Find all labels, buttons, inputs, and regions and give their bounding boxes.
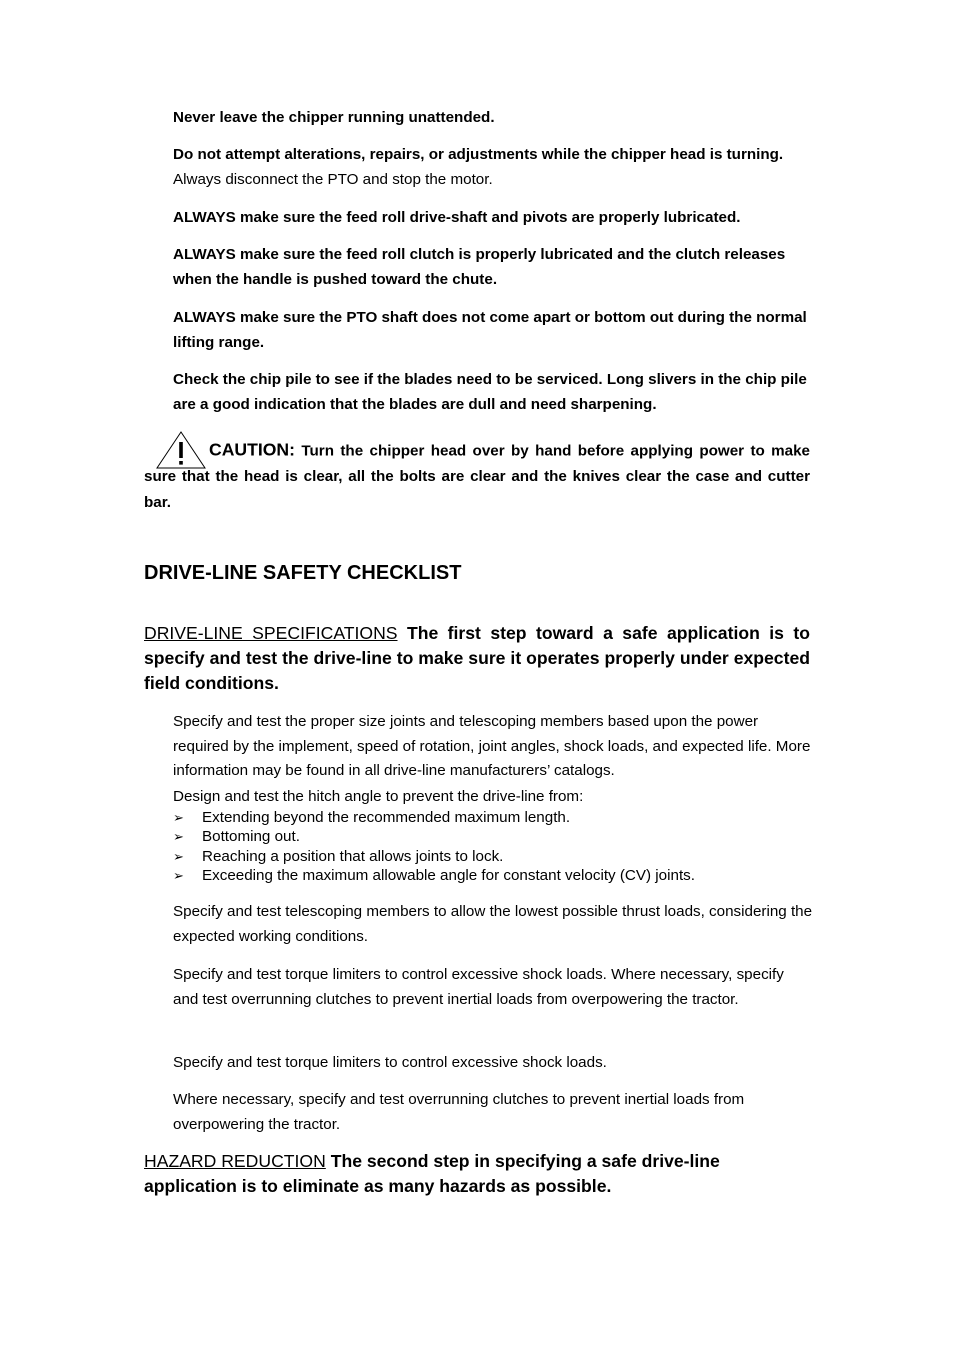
- specs-paragraph-hitch: Design and test the hitch angle to prevent the drive-line from:: [173, 788, 584, 805]
- list-item: ➢ Reaching a position that allows joints to lock.: [173, 847, 504, 865]
- hazard-heading: HAZARD REDUCTION: [144, 1151, 326, 1171]
- safety-item-lubrication: ALWAYS make sure the feed roll drive-shaft and pivots are properly lubricated.: [173, 209, 741, 226]
- specs-heading: DRIVE-LINE SPECIFICATIONS: [144, 623, 398, 643]
- caution-label: CAUTION:: [209, 439, 296, 460]
- specs-paragraph-torque-clutches: Specify and test torque limiters to control excessive shock loads. Where necessary, specify and test overrunning clutches to prevent inertial loads from overpowering the tractor.: [173, 966, 784, 1008]
- specs-lead: [144, 621, 810, 696]
- safety-item-alterations-bold: Do not attempt alterations, repairs, or adjustments while the chipper head is turning.: [173, 146, 784, 163]
- safety-item-alterations-normal: Always disconnect the PTO and stop the motor.: [173, 170, 493, 188]
- specs-paragraph-torque: Specify and test torque limiters to control excessive shock loads.: [173, 1054, 607, 1071]
- section-title: DRIVE-LINE SAFETY CHECKLIST: [144, 562, 462, 584]
- caution-text: Turn the chipper head over by hand before applying power to make sure that the head is clear, all the bolts are clear and the knives clear the case and cutter bar.: [144, 442, 810, 511]
- safety-item-unattended: Never leave the chipper running unattended.: [173, 109, 495, 126]
- specs-paragraph-clutches: Where necessary, specify and test overrunning clutches to prevent inertial loads from overpowering the tractor.: [173, 1091, 745, 1133]
- specs-paragraph-telescoping: Specify and test telescoping members to allow the lowest possible thrust loads, considering the expected working conditions.: [173, 903, 813, 945]
- hitch-bullet-list: [173, 808, 813, 885]
- safety-item-chip-pile: Check the chip pile to see if the blades need to be serviced. Long slivers in the chip pile are a good indication that the blades are dull and need sharpening.: [173, 371, 807, 413]
- safety-item-pto-shaft: ALWAYS make sure the PTO shaft does not come apart or bottom out during the normal lifting range.: [173, 309, 807, 351]
- bullet-arrow-icon: ➢: [173, 829, 184, 845]
- safety-item-clutch: ALWAYS make sure the feed roll clutch is properly lubricated and the clutch releases when the handle is pushed toward the chute.: [173, 246, 786, 288]
- caution-note: [144, 428, 810, 515]
- bullet-arrow-icon: ➢: [173, 867, 184, 883]
- specs-lead-text: The first step toward a safe application is to specify and test the drive-line to make sure it operates properly under expected field conditions.: [144, 623, 810, 693]
- list-item: ➢ Exceeding the maximum allowable angle for constant velocity (CV) joints.: [173, 866, 695, 884]
- bullet-arrow-icon: ➢: [173, 810, 184, 825]
- hazard-lead: [144, 1149, 810, 1199]
- hazard-lead-text: The second step in specifying a safe drive-line application is to eliminate as many hazards as possible.: [144, 1151, 720, 1196]
- warning-triangle-icon: [156, 431, 206, 467]
- list-item: ➢ Extending beyond the recommended maximum length.: [173, 809, 571, 826]
- bullet-arrow-icon: ➢: [173, 848, 184, 864]
- specs-paragraph-joints: Specify and test the proper size joints and telescoping members based upon the power required by the implement, speed of rotation, joint angles, shock loads, and expected life. More information may be found in all drive-line manufacturers’ catalogs.: [173, 713, 811, 779]
- safety-item-alterations: [173, 143, 813, 192]
- list-item: ➢ Bottoming out.: [173, 828, 300, 846]
